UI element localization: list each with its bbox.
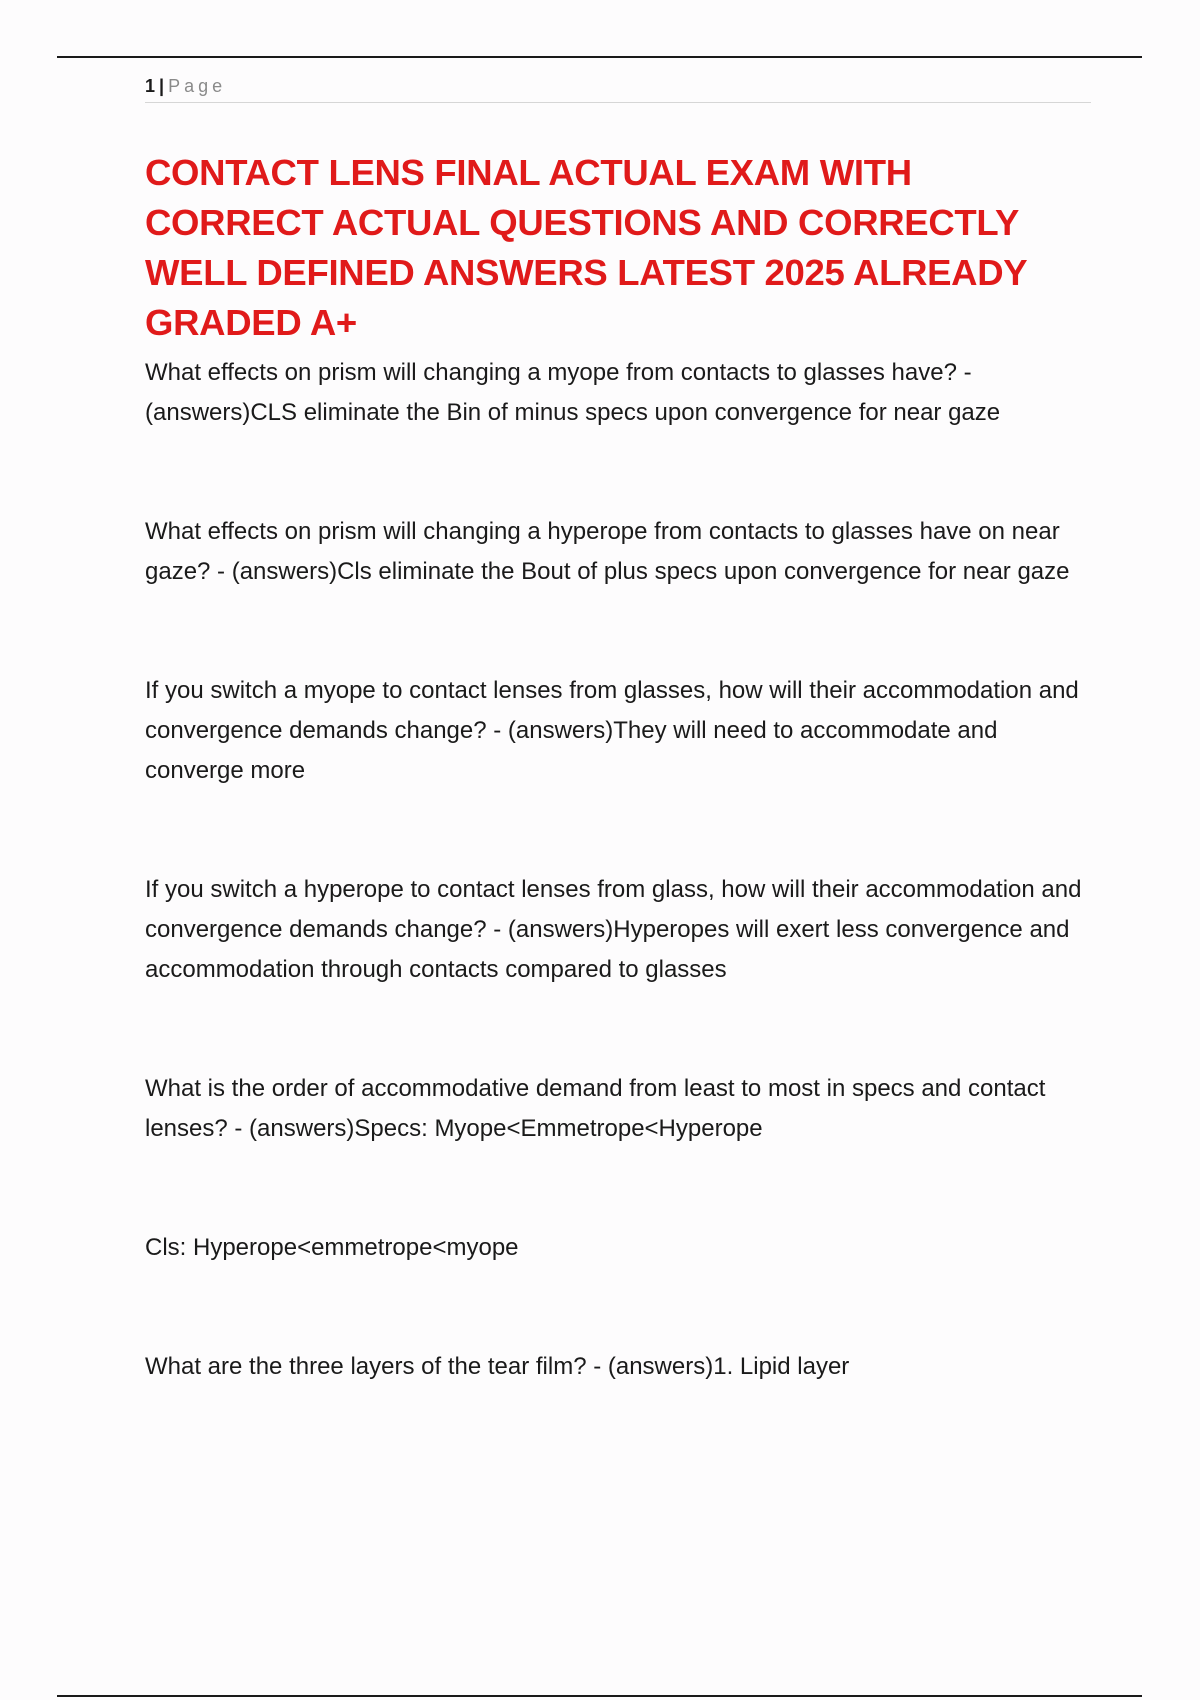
qa-list xyxy=(145,353,1091,1387)
document-body xyxy=(145,148,1091,1466)
qa-item: If you switch a myope to contact lenses from glasses, how will their accommodation and convergence demands change? - (answers)They will need to accommodate and converge more xyxy=(145,677,1079,784)
qa-item: What effects on prism will changing a myope from contacts to glasses have? - (answers)CLS eliminate the Bin of minus specs upon convergence for near gaze xyxy=(145,359,1001,426)
page-bottom-rule xyxy=(57,1695,1142,1697)
qa-item: Cls: Hyperope<emmetrope<myope xyxy=(145,1234,519,1261)
qa-item: What effects on prism will changing a hyperope from contacts to glasses have on near gaze? - (answers)Cls eliminate the Bout of plus specs upon convergence for near gaze xyxy=(145,518,1070,585)
page-label: Page xyxy=(168,76,227,96)
page-header xyxy=(145,74,1091,103)
page-number: 1 xyxy=(145,76,156,96)
page-separator: | xyxy=(159,76,165,96)
qa-item: What are the three layers of the tear film? - (answers)1. Lipid layer xyxy=(145,1353,850,1380)
qa-item: What is the order of accommodative demand from least to most in specs and contact lenses? - (answers)Specs: Myope<Emmetrope<Hyperope xyxy=(145,1075,1046,1142)
document-title: CONTACT LENS FINAL ACTUAL EXAM WITH CORRECT ACTUAL QUESTIONS AND CORRECTLY WELL DEFINED ANSWERS LATEST 2025 ALREADY GRADED A+ xyxy=(145,152,1027,343)
qa-item: If you switch a hyperope to contact lenses from glass, how will their accommodation and convergence demands change? - (answers)Hyperopes will exert less convergence and accommodation through contacts compared to glasses xyxy=(145,876,1082,983)
page-top-rule xyxy=(57,56,1142,58)
